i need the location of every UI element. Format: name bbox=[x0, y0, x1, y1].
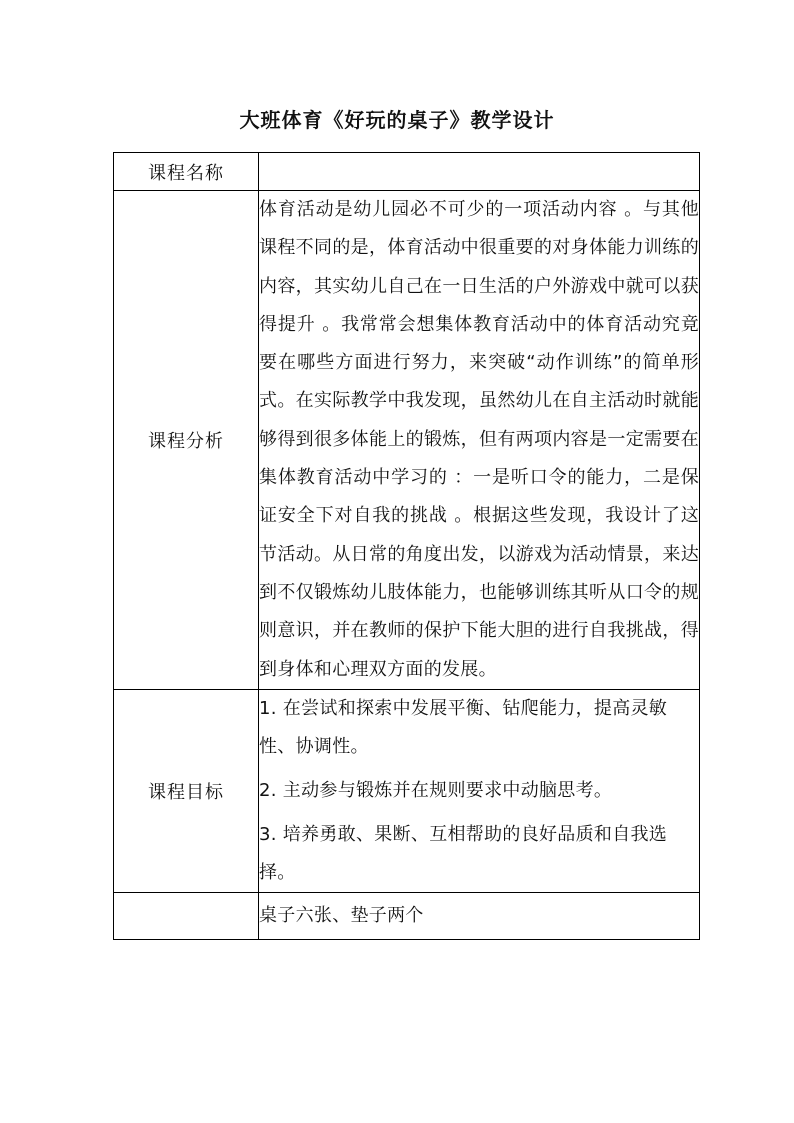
course-analysis-cell bbox=[259, 191, 700, 690]
materials-cell bbox=[259, 892, 700, 939]
goal-item: 1. 在尝试和探索中发展平衡、钻爬能力，提高灵敏性、协调性。 bbox=[259, 697, 668, 757]
row-course-analysis bbox=[114, 191, 700, 690]
course-name-value bbox=[259, 153, 700, 191]
row-materials bbox=[114, 892, 700, 939]
course-goals-cell bbox=[259, 689, 700, 892]
materials-text: 桌子六张、垫子两个 bbox=[259, 904, 424, 926]
course-analysis-label: 课程分析 bbox=[114, 191, 259, 690]
lesson-plan-table bbox=[113, 152, 700, 940]
course-name-label: 课程名称 bbox=[114, 153, 259, 191]
course-analysis-text: 体育活动是幼儿园必不可少的一项活动内容 。与其他课程不同的是，体育活动中很重要的对身体能力训练的内容，其实幼儿自己在一日生活的户外游戏中就可以获得提升 。我常常会想集体教育活动中的体育活动究竟要在哪些方面进行努力，来突破“动作训练”的简单形式。在实际教学中我发现，虽然幼儿在自主活动时就能够得到很多体能上的锻炼，但有两项内容是一定需要在集体教育活动中学习的 ：一是听口令的能力，二是保证安全下对自我的挑战 。根据这些发现，我设计了这节活动。从日常的角度出发，以游戏为活动情景，来达到不仅锻炼幼儿肢体能力，也能够训练其听从口令的规则意识，并在教师的保护下能大胆的进行自我挑战，得到身体和心理双方面的发展。 bbox=[259, 199, 699, 680]
row-course-goals bbox=[114, 689, 700, 892]
materials-label bbox=[114, 892, 259, 939]
goal-item: 3. 培养勇敢、果断、互相帮助的良好品质和自我选择。 bbox=[259, 823, 668, 883]
goal-item: 2. 主动参与锻炼并在规则要求中动脑思考。 bbox=[259, 779, 613, 801]
row-course-name bbox=[114, 153, 700, 191]
course-goals-label: 课程目标 bbox=[114, 689, 259, 892]
document-title: 大班体育《好玩的桌子》教学设计 bbox=[239, 108, 555, 132]
